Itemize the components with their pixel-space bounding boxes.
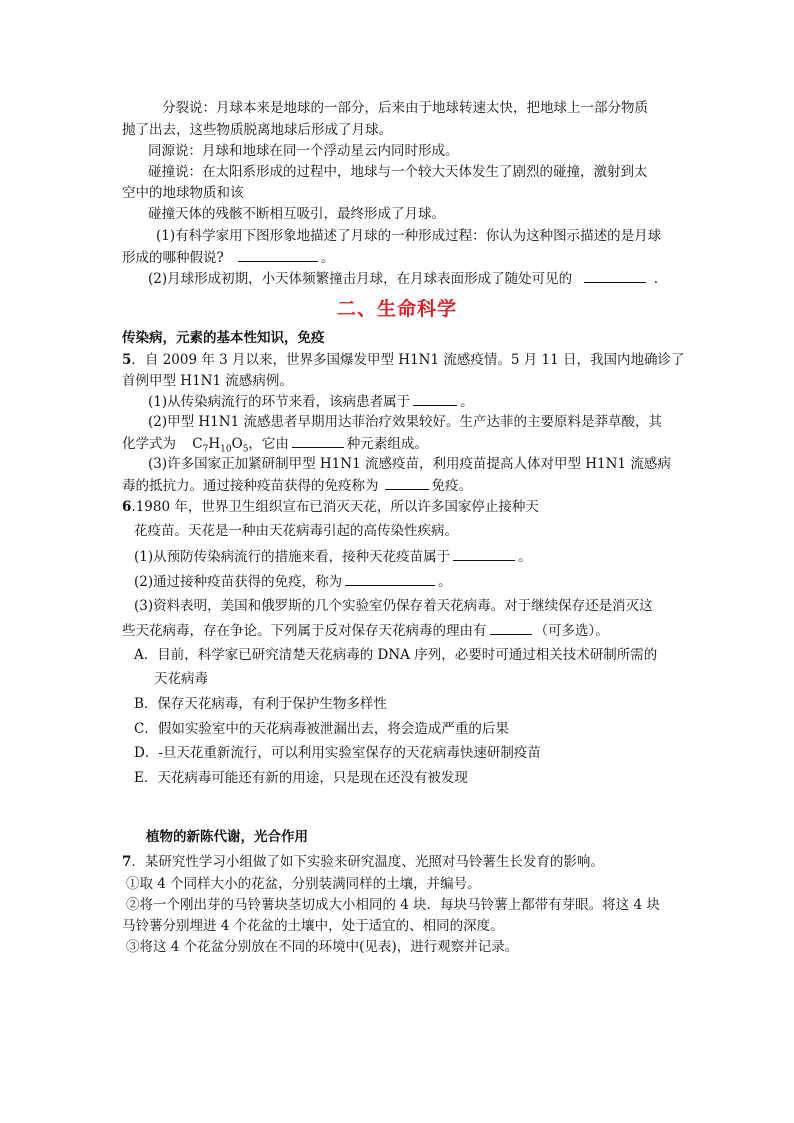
collision-hypothesis-line1: 碰撞说：在太阳系形成的过程中，地球与一个较大天体发生了剧烈的碰撞，激射到太 [148, 164, 648, 180]
option-a-line1: A．目前，科学家已研究清楚天花病毒的 DNA 序列，必要时可通过相关技术研制所需的 [134, 647, 658, 663]
q5-sub3-end: 免疫。 [431, 478, 472, 494]
question-7-text: ．某研究性学习小组做了如下实验来研究温度、光照对马铃薯生长发育的影响。 [131, 854, 604, 870]
question-7-step3: ③将这 4 个花盆分别放在不同的环境中(见表)，进行观察并记录。 [126, 939, 519, 955]
option-d: D．-旦天花重新流行，可以利用实验室保存的天花病毒快速研制疫苗 [134, 745, 541, 761]
formula-o-sub: 5 [242, 444, 249, 455]
moon-question-2 [148, 268, 658, 289]
q5-sub2-mid: ，它由 [248, 436, 289, 452]
question-6-sub3-line1: (3)资料表明，美国和俄罗斯的几个实验室仍保存着天花病毒。对于继续保存还是消灭这 [134, 598, 653, 614]
question-7-step2-line1: ②将一个刚出芽的马铃薯块茎切成大小相同的 4 块．每块马铃薯上都带有芽眼。将这 4 块 [126, 897, 660, 913]
q5-sub2-text: 化学式为 [122, 436, 176, 452]
formula-o: O [231, 436, 243, 452]
q6-sub1-text: (1)从预防传染病流行的措施来看，接种天花疫苗属于 [134, 549, 451, 565]
q5-sub1-text: (1)从传染病流行的环节来看，该病患者属于 [148, 394, 411, 410]
formula-c: C [192, 436, 203, 452]
question-5-sub1 [148, 391, 474, 412]
answer-blank [292, 433, 344, 448]
section-title: 二、生命科学 [336, 298, 457, 320]
question-5-text: ．自 2009 年 3 月以来，世界多国爆发甲型 H1N1 流感疫情。5 月 11 日，我国内地确诊了 [131, 352, 685, 368]
question-7-step1: ①取 4 个同样大小的花盆，分别装满同样的土壤，并编号。 [126, 876, 481, 892]
q6-sub3-end: （可多选）。 [534, 623, 609, 639]
q5-sub3-text: 毒的抵抗力。通过接种疫苗获得的免疫称为 [122, 478, 379, 494]
formula-c-sub: 7 [202, 444, 209, 455]
question-6-line2: 花疫苗。天花是一种由天花病毒引起的高传染性疾病。 [134, 523, 458, 539]
question-7-line1 [122, 852, 604, 872]
option-a-line2: 天花病毒 [154, 671, 208, 687]
option-b: B．保存天花病毒，有利于保护生物多样性 [134, 696, 387, 712]
formula-h-sub: 10 [220, 444, 232, 455]
question-6-sub2 [134, 571, 452, 592]
topic-heading-plant-metabolism: 植物的新陈代谢，光合作用 [146, 829, 308, 845]
answer-blank [584, 268, 646, 283]
moon-question-1-line2 [122, 247, 335, 268]
question-5-number: 5 [122, 352, 132, 368]
question-6-text: .1980 年，世界卫生组织宣布已消灭天花，所以许多国家停止接种天 [131, 499, 539, 515]
q6-sub3-text: 些天花病毒，存在争论。下列属于反对保存天花病毒的理由有 [122, 623, 487, 639]
formula-h: H [208, 436, 221, 452]
same-origin-hypothesis: 同源说：月球和地球在同一个浮动星云内同时形成。 [148, 143, 459, 159]
q6-sub2-text: (2)通过接种疫苗获得的免疫，称为 [134, 574, 343, 590]
question-6-number: 6 [122, 499, 132, 515]
answer-blank [490, 620, 532, 635]
collision-hypothesis-line2: 空中的地球物质和该 [122, 185, 244, 201]
moon-question-1-end: 。 [321, 250, 335, 266]
moon-question-1-text: 形成的哪种假说? [122, 250, 224, 266]
question-5-sub3-line2 [122, 475, 472, 496]
question-5-sub2-line1: (2)甲型 H1N1 流感患者早期用达菲治疗效果较好。生产达菲的主要原料是莽草酸，其 [148, 414, 662, 430]
answer-blank [385, 475, 429, 490]
chemical-formula [192, 436, 249, 455]
question-5-sub3-line1: (3)许多国家正加紧研制甲型 H1N1 流感疫苗，利用疫苗提高人体对甲型 H1N1 流感病 [148, 456, 671, 472]
topic-heading-infectious-disease: 传染病，元素的基本性知识，免疫 [122, 330, 325, 346]
moon-question-2-end: . [653, 271, 659, 287]
answer-blank [345, 571, 435, 586]
q5-sub2-end: 种元素组成。 [346, 436, 428, 452]
question-6-line1 [122, 497, 539, 517]
question-5-line1 [122, 350, 685, 370]
q6-sub1-end: 。 [518, 549, 532, 565]
fission-hypothesis-line2: 抛了出去，这些物质脱离地球后形成了月球。 [122, 122, 392, 138]
question-7-step2-line2: 马铃薯分别埋进 4 个花盆的土壤中，处于适宜的、相同的深度。 [122, 918, 504, 934]
option-e: E．天花病毒可能还有新的用途，只是现在还没有被发现 [134, 770, 468, 786]
question-6-sub3-line2 [122, 620, 609, 641]
q6-sub2-end: 。 [438, 574, 452, 590]
moon-question-1-line1: (1)有科学家用下图形象地描述了月球的一种形成过程：你认为这种图示描述的是月球 [156, 228, 662, 244]
q5-sub1-end: 。 [460, 394, 474, 410]
moon-question-2-text: (2)月球形成初期，小天体频繁撞击月球，在月球表面形成了随处可见的 [148, 271, 573, 287]
question-7-number: 7 [122, 854, 132, 870]
question-5-line2: 首例甲型 H1N1 流感病例。 [122, 373, 293, 389]
answer-blank [453, 546, 515, 561]
answer-blank [413, 391, 457, 406]
question-6-sub1 [134, 546, 532, 567]
collision-hypothesis-line3: 碰撞天体的残骸不断相互吸引，最终形成了月球。 [148, 206, 445, 222]
fission-hypothesis-line1: 分裂说：月球本来是地球的一部分，后来由于地球转速太快，把地球上一部分物质 [162, 100, 648, 116]
option-c: C．假如实验室中的天花病毒被泄漏出去，将会造成严重的后果 [134, 721, 509, 737]
answer-blank [238, 247, 318, 262]
